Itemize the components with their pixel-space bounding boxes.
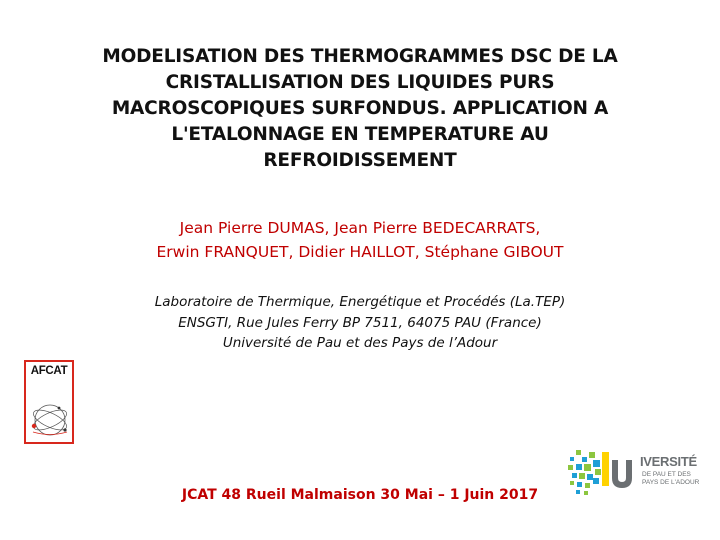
- afcat-logo: [24, 360, 74, 444]
- authors: [60, 216, 660, 264]
- authors-line: Erwin FRANQUET, Didier HAILLOT, Stéphane GIBOUT: [156, 243, 564, 261]
- title-line: CRISTALLISATION DES LIQUIDES PURS: [165, 72, 555, 93]
- afcat-emblem-icon: [29, 382, 71, 442]
- university-logo-subline: PAYS DE L'ADOUR: [642, 479, 700, 486]
- authors-line: Jean Pierre DUMAS, Jean Pierre BEDECARRATS,: [179, 219, 541, 237]
- university-logo: [566, 448, 706, 498]
- university-logo-subtitle: [642, 471, 699, 487]
- affiliation-line: ENSGTI, Rue Jules Ferry BP 7511, 64075 PAU (France): [178, 314, 542, 331]
- affiliation: [60, 292, 660, 354]
- title-line: L'ETALONNAGE EN TEMPERATURE AU: [171, 124, 549, 145]
- affiliation-line: Université de Pau et des Pays de l’Adour: [222, 335, 498, 351]
- conference-info: JCAT 48 Rueil Malmaison 30 Mai – 1 Juin 2017: [181, 487, 539, 503]
- affiliation-line: Laboratoire de Thermique, Energétique et Procédés (La.TEP): [154, 294, 566, 310]
- title-line: MODELISATION DES THERMOGRAMMES DSC DE LA: [102, 46, 618, 67]
- university-emblem-icon: [566, 448, 640, 498]
- title-line: MACROSCOPIQUES SURFONDUS. APPLICATION A: [111, 98, 609, 119]
- university-logo-subline: DE PAU ET DES: [642, 471, 691, 478]
- title-line: REFROIDISSEMENT: [263, 150, 457, 171]
- afcat-logo-text: AFCAT: [30, 365, 68, 377]
- presentation-title: [60, 44, 660, 174]
- university-logo-word: IVERSITÉ: [640, 454, 697, 469]
